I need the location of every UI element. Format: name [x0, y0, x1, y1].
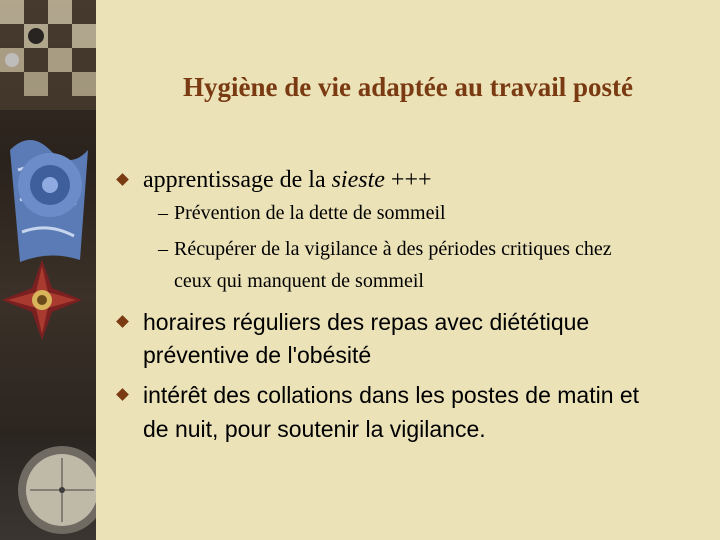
- bullet-text-line2: de nuit, pour soutenir la vigilance.: [143, 416, 486, 442]
- bullet-text-plain: apprentissage de la: [143, 167, 332, 193]
- diamond-bullet-icon: [116, 315, 129, 328]
- slide-title: Hygiène de vie adaptée au travail posté: [183, 72, 633, 102]
- medal-and-compass-image: [0, 0, 96, 540]
- bullet-text-line2: préventive de l'obésité: [143, 342, 372, 368]
- slide-content: [96, 0, 720, 540]
- sub-bullet-text-line2: ceux qui manquent de sommeil: [174, 270, 424, 292]
- bullet-text-tail: +++: [384, 167, 432, 193]
- bullet-text-italic: sieste: [331, 167, 385, 193]
- diamond-bullet-icon: [116, 388, 129, 401]
- decorative-side-image: [0, 0, 96, 540]
- sub-bullet-text: Prévention de la dette de sommeil: [174, 202, 446, 224]
- bullet-text-line1: horaires réguliers des repas avec diététique: [143, 309, 590, 335]
- bullet-text-line1: intérêt des collations dans les postes de matin et: [143, 382, 640, 408]
- bullet-text: [143, 163, 432, 197]
- diamond-bullet-icon: [116, 173, 129, 186]
- sub-bullet-text-line1: Récupérer de la vigilance à des périodes critiques chez: [174, 238, 612, 260]
- dash-bullet-icon: –: [158, 202, 168, 224]
- dash-bullet-icon: –: [158, 238, 168, 260]
